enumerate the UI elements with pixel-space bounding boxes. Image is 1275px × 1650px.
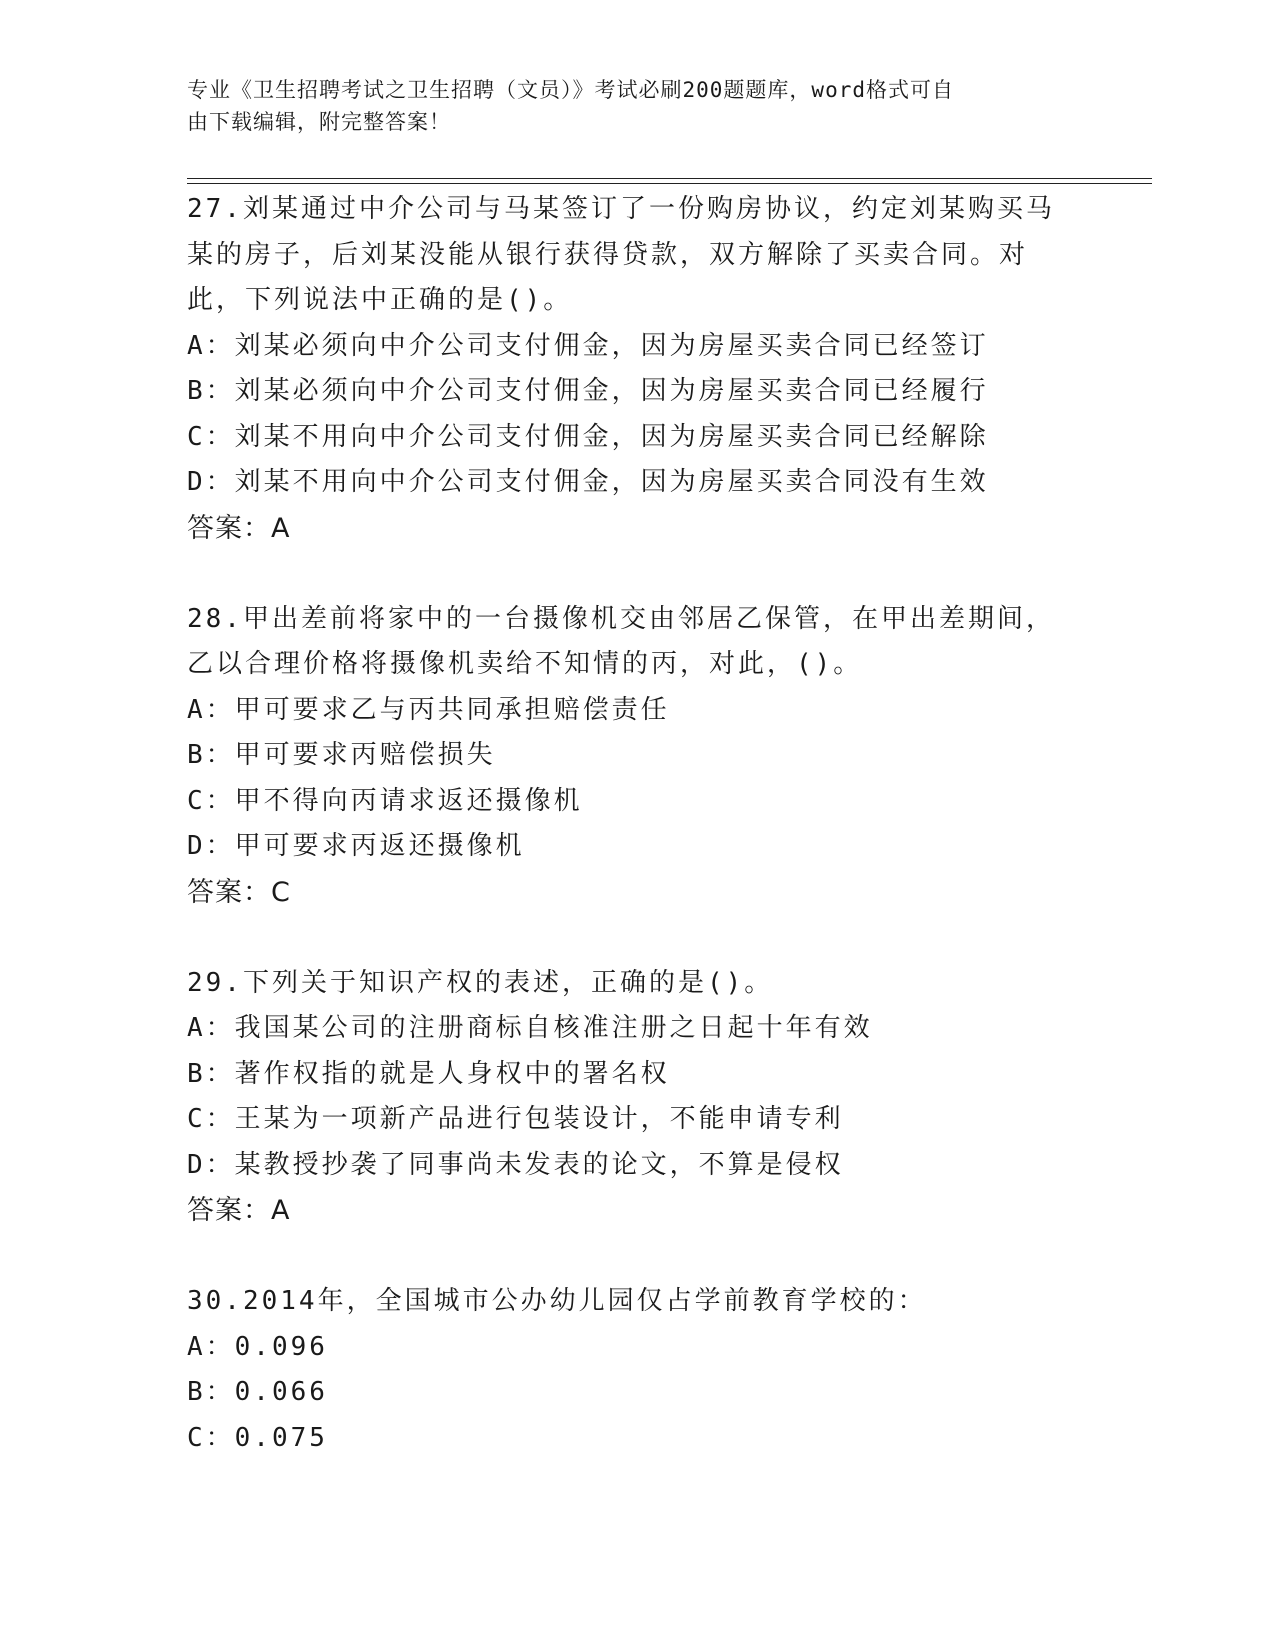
option-a: A：甲可要求乙与丙共同承担赔偿责任: [187, 694, 670, 725]
option-b: B：著作权指的就是人身权中的署名权: [187, 1058, 670, 1089]
question-spacer: [187, 1234, 1147, 1280]
option-c: C：甲不得向丙请求返还摄像机: [187, 785, 583, 816]
question-list: [187, 187, 1147, 1461]
question-stem: 28.甲出差前将家中的一台摄像机交由邻居乙保管，在甲出差期间，乙以合理价格将摄像机卖给不知情的丙，对此，()。: [187, 603, 1055, 679]
option-c: C：刘某不用向中介公司支付佣金，因为房屋买卖合同已经解除: [187, 421, 989, 452]
question-30: [187, 1279, 1147, 1461]
question-stem: 29.下列关于知识产权的表述，正确的是()。: [187, 967, 774, 998]
answer-label: 答案：A: [187, 1195, 291, 1226]
answer-label: 答案：A: [187, 512, 291, 544]
question-27: [187, 187, 1147, 551]
option-c: C：王某为一项新产品进行包装设计，不能申请专利: [187, 1104, 844, 1134]
option-d: D：甲可要求丙返还摄像机: [187, 831, 525, 861]
question-28: [187, 597, 1147, 916]
header-rule-bottom: [187, 183, 1152, 184]
answer-label: 答案：C: [187, 876, 291, 908]
option-d: D：刘某不用向中介公司支付佣金，因为房屋买卖合同没有生效: [187, 467, 989, 497]
document-header: [187, 74, 1067, 138]
question-stem: 27.刘某通过中介公司与马某签订了一份购房协议，约定刘某购买马某的房子，后刘某没能从银行获得贷款，双方解除了买卖合同。对此，下列说法中正确的是()。: [187, 194, 1055, 315]
header-rule-top: [187, 178, 1152, 179]
header-line-2: 由下载编辑，附完整答案！: [187, 110, 451, 134]
question-spacer: [187, 915, 1147, 961]
option-c: C：0.075: [187, 1422, 328, 1453]
option-a: A：0.096: [187, 1331, 328, 1362]
option-d: D：某教授抄袭了同事尚未发表的论文，不算是侵权: [187, 1149, 844, 1180]
option-b: B：0.066: [187, 1377, 328, 1407]
option-b: B：甲可要求丙赔偿损失: [187, 740, 496, 770]
option-a: A：刘某必须向中介公司支付佣金，因为房屋买卖合同已经签订: [187, 330, 989, 361]
header-line-1: 专业《卫生招聘考试之卫生招聘（文员）》考试必刷200题题库，word格式可自: [187, 78, 954, 102]
option-b: B：刘某必须向中介公司支付佣金，因为房屋买卖合同已经履行: [187, 376, 989, 406]
question-stem: 30.2014年，全国城市公办幼儿园仅占学前教育学校的：: [187, 1286, 927, 1316]
question-29: [187, 961, 1147, 1234]
option-a: A：我国某公司的注册商标自核准注册之日起十年有效: [187, 1013, 873, 1043]
question-spacer: [187, 551, 1147, 597]
